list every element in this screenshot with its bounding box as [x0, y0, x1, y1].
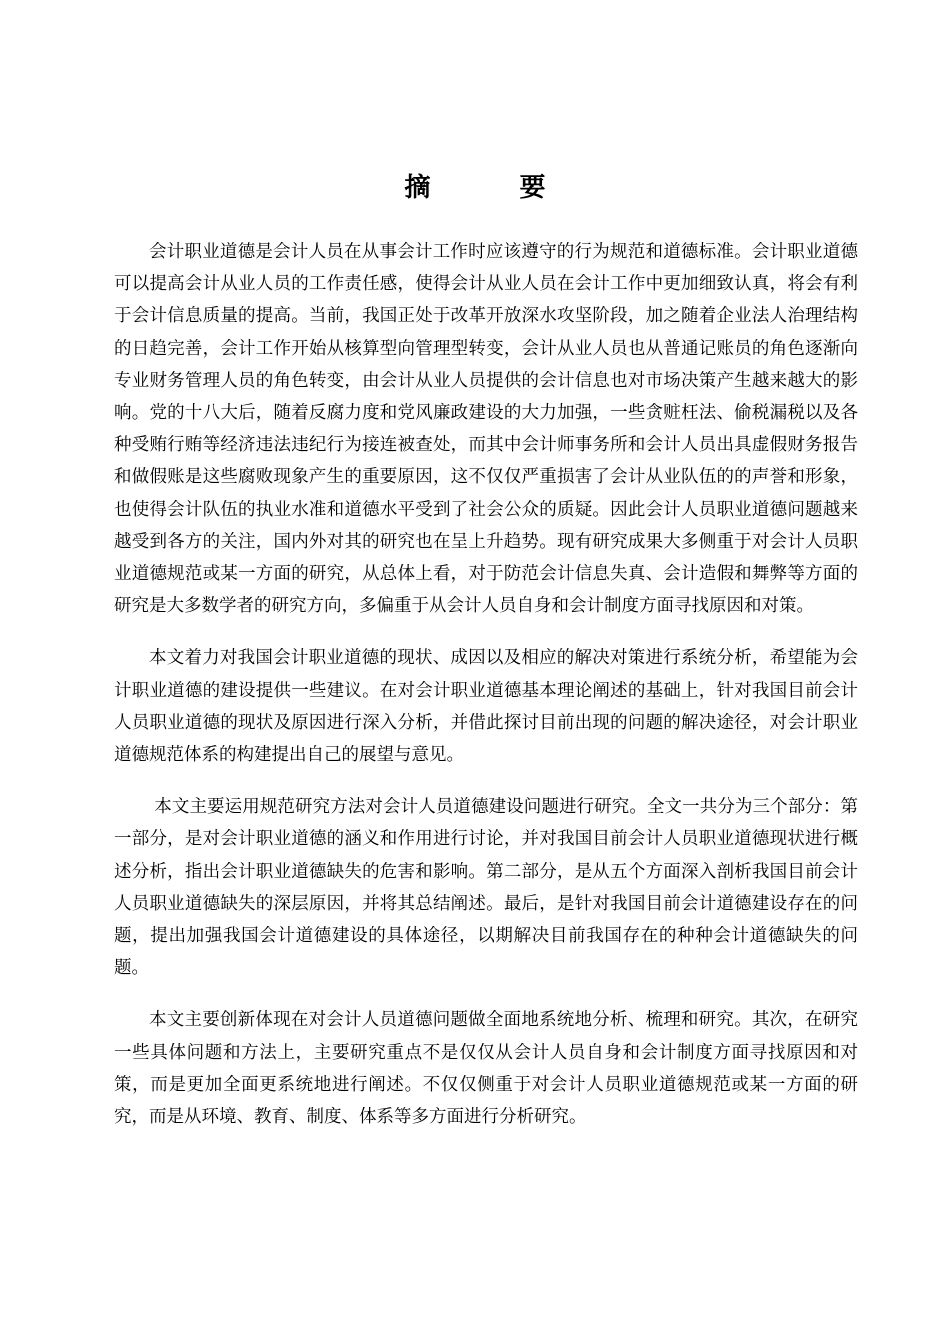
abstract-paragraph-2: 本文着力对我国会计职业道德的现状、成因以及相应的解决对策进行系统分析，希望能为会计职业道德的建设提供一些建议。在对会计职业道德基本理论阐述的基础上，针对我国目前会计人员职业道德的现状及原因进行深入分析，并借此探讨目前出现的问题的解决途径，对会计职业道德规范体系的构建提出自己的展望与意见。: [114, 648, 858, 766]
abstract-paragraph-1: 会计职业道德是会计人员在从事会计工作时应该遵守的行为规范和道德标准。会计职业道德可以提高会计从业人员的工作责任感，使得会计从业人员在会计工作中更加细致认真，将会有利于会计信息质量的提高。当前，我国正处于改革开放深水攻坚阶段，加之随着企业法人治理结构的日趋完善，会计工作开始从核算型向管理型转变，会计从业人员也从普通记账员的角色逐渐向专业财务管理人员的角色转变，由会计从业人员提供的会计信息也对市场决策产生越来越大的影响。党的十八大后，随着反腐力度和党风廉政建设的大力加强，一些贪赃枉法、偷税漏税以及各种受贿行贿等经济违法违纪行为接连被查处，而其中会计师事务所和会计人员出具虚假财务报告和做假账是这些腐败现象产生的重要原因，这不仅仅严重损害了会计从业队伍的的声誉和形象，也使得会计队伍的执业水准和道德水平受到了社会公众的质疑。因此会计人员职业道德问题越来越受到各方的关注，国内外对其的研究也在呈上升趋势。现有研究成果大多侧重于对会计人员职业道德规范或某一方面的研究，从总体上看，对于防范会计信息失真、会计造假和舞弊等方面的研究是大多数学者的研究方向，多偏重于从会计人员自身和会计制度方面寻找原因和对策。: [114, 242, 858, 617]
abstract-title: 摘 要: [404, 173, 586, 203]
abstract-paragraph-4: 本文主要创新体现在对会计人员道德问题做全面地系统地分析、梳理和研究。其次，在研究一些具体问题和方法上，主要研究重点不是仅仅从会计人员自身和会计制度方面寻找原因和对策，而是更加全面更系统地进行阐述。不仅仅侧重于对会计人员职业道德规范或某一方面的研究，而是从环境、教育、制度、体系等多方面进行分析研究。: [114, 1010, 858, 1128]
abstract-paragraph-3: 本文主要运用规范研究方法对会计人员道德建设问题进行研究。全文一共分为三个部分：第一部分，是对会计职业道德的涵义和作用进行讨论，并对我国目前会计人员职业道德现状进行概述分析，指出会计职业道德缺失的危害和影响。第二部分，是从五个方面深入剖析我国目前会计人员职业道德缺失的深层原因，并将其总结阐述。最后，是针对我国目前会计道德建设存在的问题，提出加强我国会计道德建设的具体途径，以期解决目前我国存在的种种会计道德缺失的问题。: [114, 797, 858, 979]
abstract-body: [114, 236, 858, 1153]
